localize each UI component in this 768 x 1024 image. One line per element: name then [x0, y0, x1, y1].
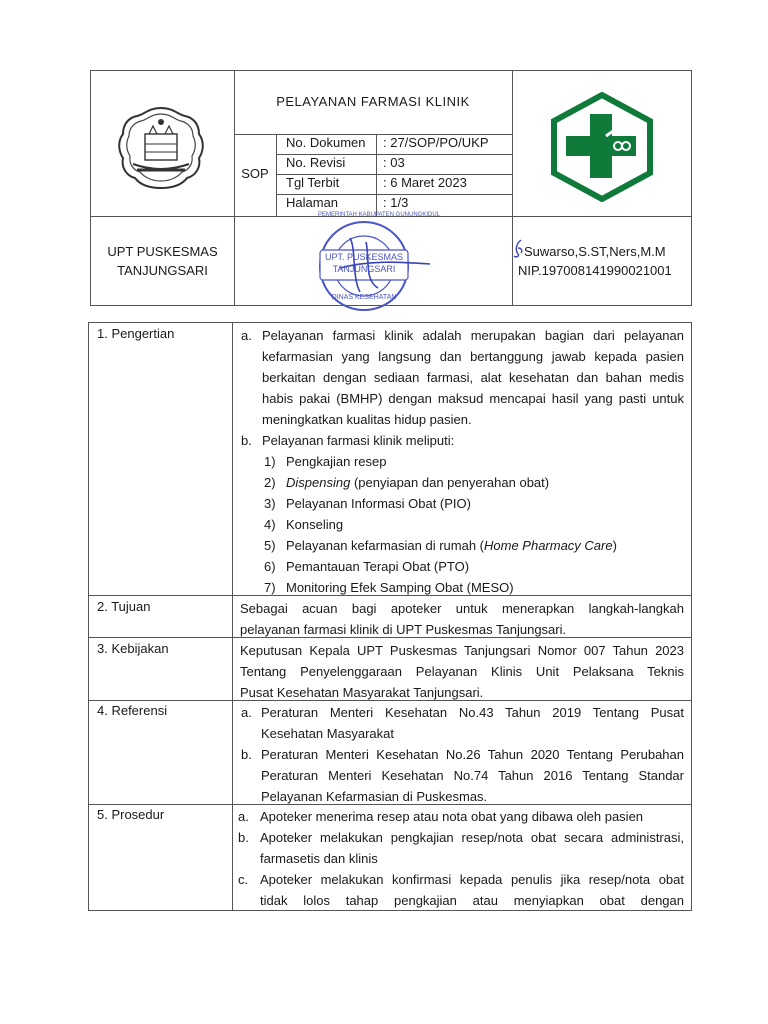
- regency-emblem-icon: [115, 104, 207, 194]
- prosedur-c-marker: c.: [238, 872, 249, 887]
- field-label-halaman: Halaman: [286, 195, 339, 210]
- prosedur-b-line-2: farmasetis dan klinis: [260, 851, 378, 866]
- pengertian-item-2-italic: Dispensing: [286, 475, 351, 490]
- pengertian-b-marker: b.: [241, 433, 252, 448]
- pengertian-item-3-num: 3): [264, 496, 276, 511]
- field-value-halaman: : 1/3: [383, 195, 409, 210]
- prosedur-c-line-1: Apoteker melakukan konfirmasi kepada penulis jika resep/nota obat: [260, 872, 684, 887]
- pengertian-a-line-3: berkaitan dengan sediaan farmasi, alat kesehatan dan bahan medis: [262, 370, 684, 385]
- referensi-b-line-2: Peraturan Menteri Kesehatan No.74 Tahun 2016 Tentang Standar: [261, 768, 684, 783]
- pengertian-item-2-num: 2): [264, 475, 276, 490]
- field-value-tgl-terbit: : 6 Maret 2023: [383, 175, 467, 190]
- pengertian-item-6-text: Pemantauan Terapi Obat (PTO): [286, 559, 470, 574]
- pengertian-item-2-text: [286, 472, 549, 493]
- puskesmas-logo-icon: [546, 92, 658, 202]
- pengertian-item-5-italic: Home Pharmacy Care: [484, 538, 613, 553]
- pengertian-b-text: Pelayanan farmasi klinik meliputi:: [262, 433, 455, 448]
- stamp-mid-text-2: TANJUNGSARI: [332, 264, 396, 274]
- pengertian-a-line-1: Pelayanan farmasi klinik adalah merupakan bagian dari pelayanan: [262, 328, 684, 343]
- field-value-no-dokumen: : 27/SOP/PO/UKP: [383, 135, 489, 150]
- section-label-pengertian: 1. Pengertian: [97, 326, 175, 341]
- pengertian-item-4-num: 4): [264, 517, 276, 532]
- sop-label: SOP: [241, 166, 269, 181]
- tujuan-line-2: pelayanan farmasi klinik di UPT Puskesmas Tanjungsari.: [240, 622, 567, 637]
- prosedur-a-marker: a.: [238, 809, 249, 824]
- pengertian-item-7-num: 7): [264, 580, 276, 595]
- referensi-b-line-3: Pelayanan Kefarmasian di Puskesmas.: [261, 789, 488, 804]
- pengertian-item-5-lead: Pelayanan kefarmasian di rumah (: [286, 538, 484, 553]
- pengertian-a-marker: a.: [241, 328, 252, 343]
- pengertian-item-5-tail: ): [612, 538, 617, 553]
- pengertian-item-2-rest: (penyiapan dan penyerahan obat): [350, 475, 550, 490]
- referensi-b-line-1: Peraturan Menteri Kesehatan No.26 Tahun 2020 Tentang Perubahan: [261, 747, 684, 762]
- field-label-no-revisi: No. Revisi: [286, 155, 346, 170]
- section-label-kebijakan: 3. Kebijakan: [97, 641, 169, 656]
- org-name-line1: UPT PUSKESMAS: [107, 244, 218, 259]
- section-label-tujuan: 2. Tujuan: [97, 599, 151, 614]
- org-name-line2: TANJUNGSARI: [117, 263, 208, 278]
- referensi-b-marker: b.: [241, 747, 252, 762]
- pengertian-a-line-2: kefarmasian yang langsung dan bertanggung jawab kepada pasien: [262, 349, 684, 364]
- stamp-top-text: PEMERINTAH KABUPATEN GUNUNGKIDUL: [318, 212, 441, 218]
- pengertian-item-1-num: 1): [264, 454, 276, 469]
- pengertian-item-5-text: [286, 535, 617, 556]
- field-label-tgl-terbit: Tgl Terbit: [286, 175, 340, 190]
- prosedur-a-line-1: Apoteker menerima resep atau nota obat yang dibawa oleh pasien: [260, 809, 644, 824]
- kebijakan-line-2: Tentang Penyelenggaraan Pelayanan Klinis Unit Pelaksana Teknis: [240, 664, 684, 679]
- pengertian-item-4-text: Konseling: [286, 517, 344, 532]
- section-label-referensi: 4. Referensi: [97, 703, 168, 718]
- pengertian-a-line-5: meningkatkan kualitas hidup pasien.: [262, 412, 472, 427]
- prosedur-b-line-1: Apoteker melakukan pengkajian resep/nota obat secara administrasi,: [260, 830, 684, 845]
- section-label-prosedur: 5. Prosedur: [97, 807, 165, 822]
- document-title: PELAYANAN FARMASI KLINIK: [276, 94, 470, 109]
- pengertian-item-1-text: Pengkajian resep: [286, 454, 387, 469]
- kebijakan-line-1: Keputusan Kepala UPT Puskesmas Tanjungsari Nomor 007 Tahun 2023: [240, 643, 684, 658]
- signer-nip: NIP.197008141990021001: [518, 263, 672, 278]
- kebijakan-line-3: Pusat Kesehatan Masyarakat Tanjungsari.: [240, 685, 484, 700]
- pengertian-item-3-text: Pelayanan Informasi Obat (PIO): [286, 496, 471, 511]
- referensi-a-line-1: Peraturan Menteri Kesehatan No.43 Tahun 2019 Tentang Pusat: [261, 705, 684, 720]
- tujuan-line-1: Sebagai acuan bagi apoteker untuk menerapkan langkah-langkah: [240, 601, 684, 616]
- pengertian-a-line-4: habis pakai (BMHP) dengan maksud mencapai hasil yang pasti untuk: [262, 391, 684, 406]
- stamp-bottom-text: DINAS KESEHATAN: [331, 294, 397, 301]
- signer-name: Suwarso,S.ST,Ners,M.M: [524, 244, 666, 259]
- pengertian-item-5-num: 5): [264, 538, 276, 553]
- field-value-no-revisi: : 03: [383, 155, 405, 170]
- pengertian-item-6-num: 6): [264, 559, 276, 574]
- referensi-a-marker: a.: [241, 705, 252, 720]
- field-label-no-dokumen: No. Dokumen: [286, 135, 366, 150]
- prosedur-c-line-2: tidak lolos tahap pengkajian atau menyiapkan obat dengan: [260, 893, 684, 908]
- stamp-mid-text-1: UPT. PUSKESMAS: [324, 252, 404, 262]
- referensi-a-line-2: Kesehatan Masyarakat: [261, 726, 394, 741]
- pengertian-item-7-text: Monitoring Efek Samping Obat (MESO): [286, 580, 514, 595]
- prosedur-b-marker: b.: [238, 830, 249, 845]
